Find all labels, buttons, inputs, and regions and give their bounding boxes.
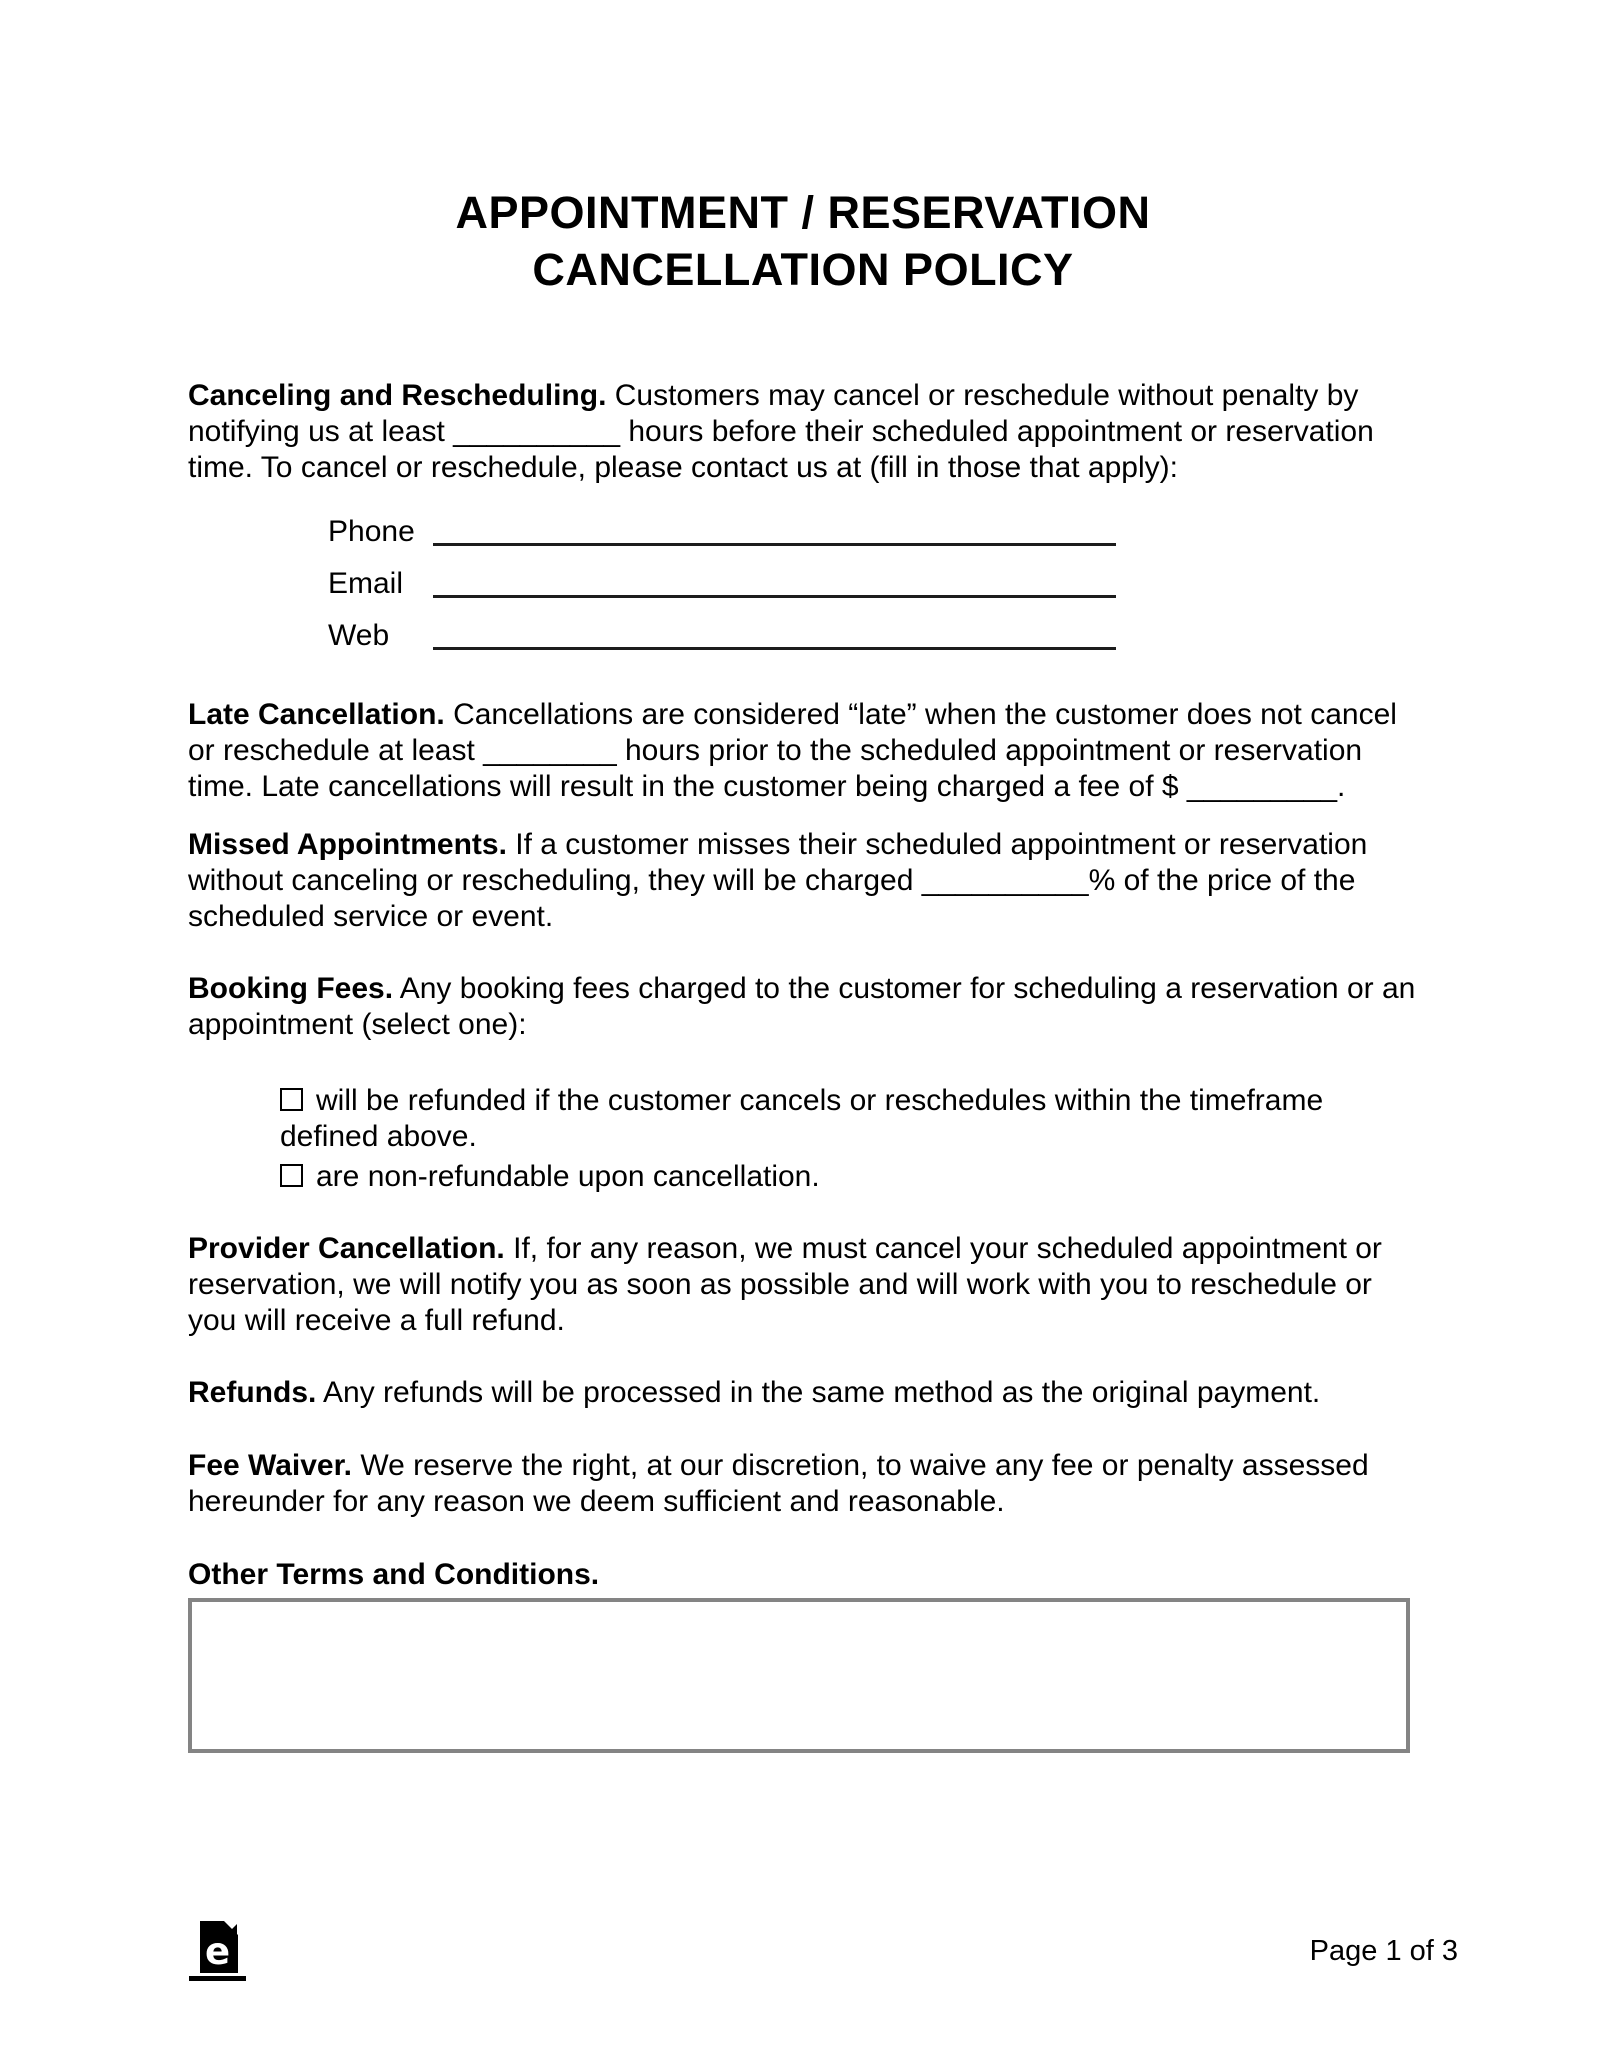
canceling-rescheduling-text: Customers may cancel or reschedule without penalty by notifying us at least __________ hours before their scheduled appointment or reservation time. To cancel or reschedule, please contact us at (fill in those that apply):: [188, 379, 1374, 484]
section-booking-fees: [188, 971, 1418, 1043]
contact-field-email: [188, 564, 1418, 616]
section-refunds: [188, 1375, 1418, 1411]
phone-label: Phone: [328, 515, 415, 548]
missed-appointments-heading: Missed Appointments.: [188, 828, 507, 861]
fee-waiver-heading: Fee Waiver.: [188, 1449, 352, 1482]
nonrefundable-option-label: are non-refundable upon cancellation.: [316, 1160, 820, 1193]
web-label: Web: [328, 619, 390, 652]
missed-appointments-text: If a customer misses their scheduled appointment or reservation without canceling or rescheduling, they will be charged __________% of the price of the scheduled service or event.: [188, 828, 1368, 933]
booking-fees-heading: Booking Fees.: [188, 972, 394, 1005]
phone-input-line[interactable]: [433, 543, 1116, 546]
section-other-terms: [188, 1557, 1418, 1593]
contact-field-phone: [188, 512, 1418, 564]
other-terms-heading: Other Terms and Conditions.: [188, 1558, 600, 1591]
fee-waiver-text: We reserve the right, at our discretion, to waive any fee or penalty assessed hereunder for any reason we deem sufficient and reasonable.: [188, 1449, 1369, 1518]
booking-fees-text: Any booking fees charged to the customer for scheduling a reservation or an appointment (select one):: [188, 972, 1416, 1041]
email-label: Email: [328, 567, 404, 600]
section-provider-cancellation: [188, 1231, 1418, 1339]
refunds-heading: Refunds.: [188, 1376, 317, 1409]
page-indicator: Page 1 of 3: [1309, 1935, 1458, 1967]
other-terms-textbox[interactable]: [188, 1598, 1410, 1753]
late-cancellation-heading: Late Cancellation.: [188, 698, 445, 731]
section-late-cancellation: [188, 697, 1418, 805]
eforms-logo-underline: [189, 1976, 246, 1981]
eforms-logo-icon: [200, 1921, 238, 1973]
contact-field-web: [188, 616, 1418, 668]
refunded-checkbox-icon[interactable]: [280, 1088, 303, 1111]
refunded-option-label: will be refunded if the customer cancels or reschedules within the timeframe defined above.: [280, 1084, 1324, 1153]
document-title-line1: APPOINTMENT / RESERVATION: [455, 187, 1151, 238]
email-input-line[interactable]: [433, 595, 1116, 598]
section-fee-waiver: [188, 1448, 1418, 1520]
nonrefundable-checkbox-icon[interactable]: [280, 1164, 303, 1187]
late-cancellation-text: Cancellations are considered “late” when the customer does not cancel or reschedule at least ________ hours prior to the scheduled appointment or reservation time. Late cancellations will result in the customer being charged a fee of $ _________.: [188, 698, 1397, 803]
section-missed-appointments: [188, 827, 1418, 935]
document-title: [188, 184, 1418, 298]
web-input-line[interactable]: [433, 647, 1116, 650]
refunds-text: Any refunds will be processed in the same method as the original payment.: [323, 1376, 1321, 1409]
contact-fields-block: [188, 512, 1418, 668]
booking-option-refunded: [188, 1083, 1418, 1155]
document-title-line2: CANCELLATION POLICY: [532, 244, 1074, 295]
section-canceling-rescheduling: [188, 378, 1418, 486]
provider-cancellation-heading: Provider Cancellation.: [188, 1232, 505, 1265]
booking-option-nonrefundable: [188, 1159, 1418, 1195]
booking-fees-options: [188, 1083, 1418, 1195]
provider-cancellation-text: If, for any reason, we must cancel your scheduled appointment or reservation, we will notify you as soon as possible and will work with you to reschedule or you will receive a full refund.: [188, 1232, 1382, 1337]
eforms-logo-letter: e: [205, 1930, 231, 1973]
canceling-rescheduling-heading: Canceling and Rescheduling.: [188, 379, 607, 412]
